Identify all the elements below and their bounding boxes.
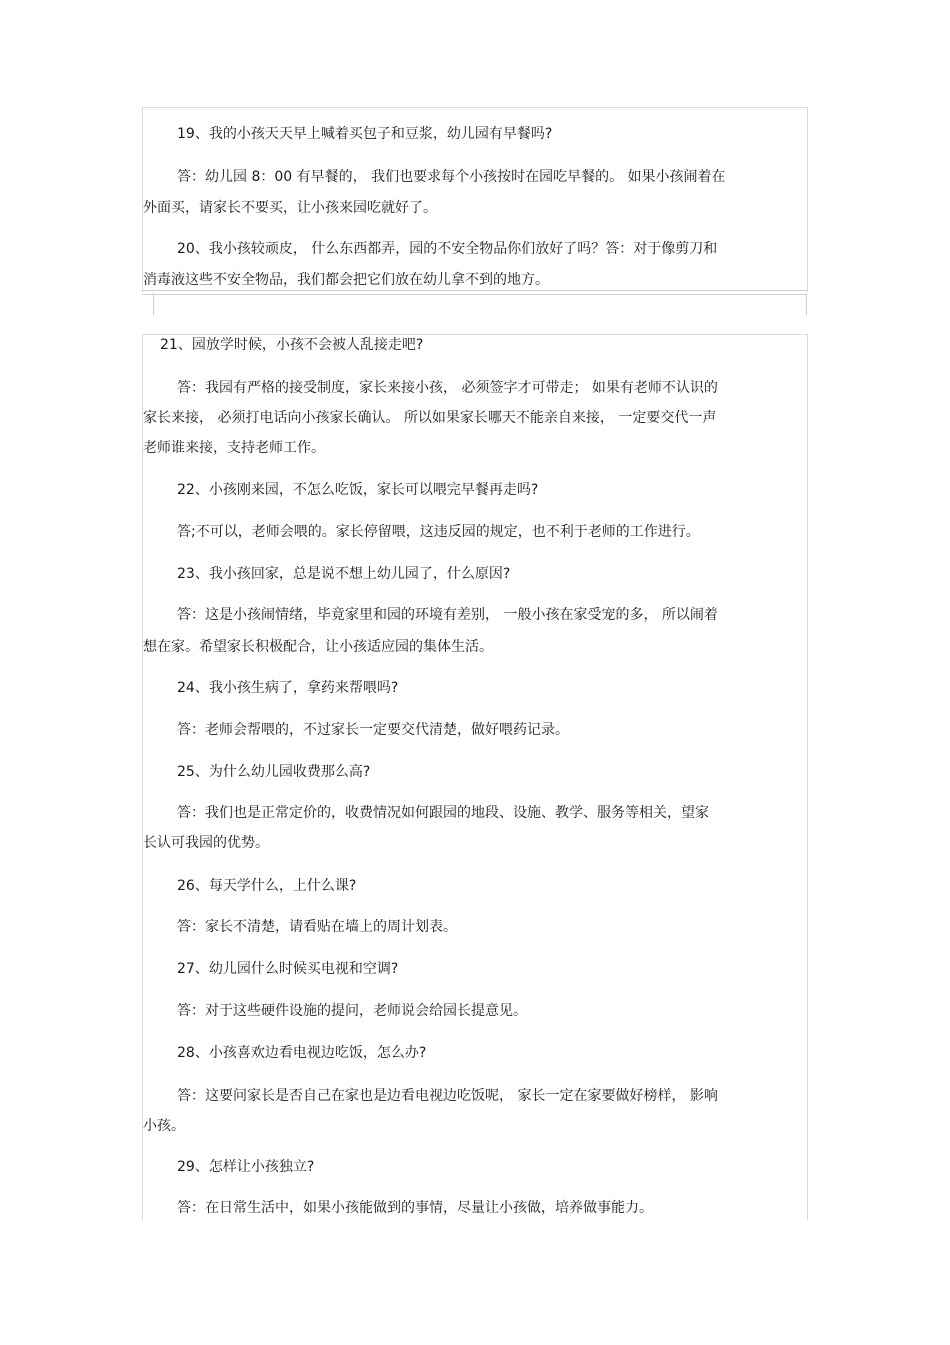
answer-26: 答：家长不清楚，请看贴在墙上的周计划表。 xyxy=(177,919,457,935)
question-26: 26、每天学什么，上什么课? xyxy=(177,878,357,894)
answer-25-line-2: 长认可我园的优势。 xyxy=(143,835,269,851)
answer-21-line-3: 老师谁来接，支持老师工作。 xyxy=(143,440,325,456)
question-24: 24、我小孩生病了，拿药来帮喂吗? xyxy=(177,680,399,696)
question-19: 19、我的小孩天天早上喊着买包子和豆浆，幼儿园有早餐吗? xyxy=(177,126,553,142)
answer-25-line-1: 答：我们也是正常定价的，收费情况如何跟园的地段、设施、教学、服务等相关，望家 xyxy=(177,805,709,821)
answer-19-line-2: 外面买，请家长不要买，让小孩来园吃就好了。 xyxy=(143,200,437,216)
question-28: 28、小孩喜欢边看电视边吃饭，怎么办? xyxy=(177,1045,427,1061)
answer-28-line-1: 答：这要问家长是否自己在家也是边看电视边吃饭呢， 家长一定在家要做好榜样， 影响 xyxy=(177,1088,718,1104)
answer-19-line-1: 答：幼儿园 8：00 有早餐的， 我们也要求每个小孩按时在园吃早餐的。 如果小孩闹着在 xyxy=(177,169,726,185)
question-27: 27、幼儿园什么时候买电视和空调? xyxy=(177,961,399,977)
question-25: 25、为什么幼儿园收费那么高? xyxy=(177,764,371,780)
answer-27: 答：对于这些硬件设施的提问，老师说会给园长提意见。 xyxy=(177,1003,527,1019)
question-23: 23、我小孩回家，总是说不想上幼儿园了，什么原因? xyxy=(177,566,511,582)
answer-21-line-2: 家长来接， 必须打电话向小孩家长确认。 所以如果家长哪天不能亲自来接， 一定要交代一声 xyxy=(143,410,717,426)
answer-22: 答;不可以，老师会喂的。家长停留喂，这违反园的规定，也不利于老师的工作进行。 xyxy=(177,524,700,540)
answer-21-line-1: 答：我园有严格的接受制度，家长来接小孩， 必须签字才可带走； 如果有老师不认识的 xyxy=(177,380,718,396)
answer-23-line-2: 想在家。希望家长积极配合，让小孩适应园的集体生活。 xyxy=(143,639,493,655)
divider-tick-left xyxy=(153,293,154,315)
divider-tick-right xyxy=(806,293,807,315)
section-divider xyxy=(142,290,807,295)
question-22: 22、小孩刚来园，不怎么吃饭，家长可以喂完早餐再走吗? xyxy=(177,482,539,498)
answer-29: 答：在日常生活中，如果小孩能做到的事情，尽量让小孩做，培养做事能力。 xyxy=(177,1200,653,1216)
answer-23-line-1: 答：这是小孩闹情绪，毕竟家里和园的环境有差别， 一般小孩在家受宠的多， 所以闹着 xyxy=(177,607,718,623)
question-29: 29、怎样让小孩独立? xyxy=(177,1159,315,1175)
question-21: 21、园放学时候，小孩不会被人乱接走吧? xyxy=(160,337,424,353)
question-20-line-2: 消毒液这些不安全物品，我们都会把它们放在幼儿拿不到的地方。 xyxy=(143,272,549,288)
question-20-line-1: 20、我小孩较顽皮， 什么东西都弄，园的不安全物品你们放好了吗？答：对于像剪刀和 xyxy=(177,241,718,257)
answer-24: 答：老师会帮喂的，不过家长一定要交代清楚，做好喂药记录。 xyxy=(177,722,569,738)
answer-28-line-2: 小孩。 xyxy=(143,1118,185,1134)
